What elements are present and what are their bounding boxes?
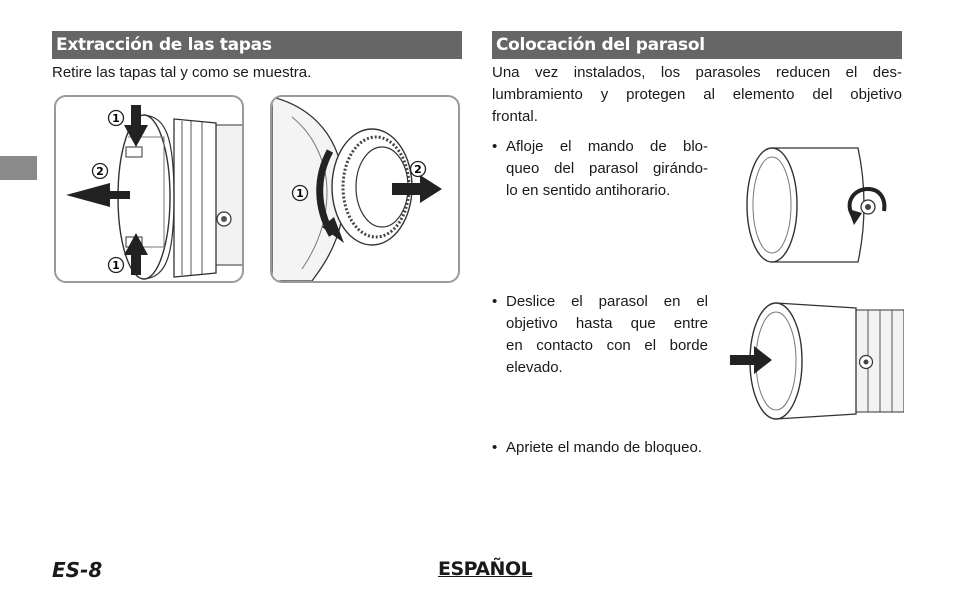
bullet-symbol: • xyxy=(492,439,498,456)
step-marker-2: 2 xyxy=(96,165,104,178)
bullet1-line-3: lo en sentido antihorario. xyxy=(506,182,671,199)
hood-intro-line-2: lumbramiento y protegen al elemento del objetivo xyxy=(492,86,902,103)
front-cap-removal-drawing xyxy=(56,97,242,281)
hood-intro-line-3: frontal. xyxy=(492,108,538,125)
section-heading-hood-attachment: Colocación del parasol xyxy=(492,31,902,59)
bullet-symbol: • xyxy=(492,293,498,310)
step-marker-1-bottom: 1 xyxy=(112,259,120,272)
bullet2-line-2: objetivo hasta que entre xyxy=(506,315,708,332)
bullet2-line-4: elevado. xyxy=(506,359,563,376)
step-marker-2: 2 xyxy=(414,163,422,176)
bullet1-line-2: queo del parasol girándo- xyxy=(506,160,708,177)
bullet-symbol: • xyxy=(492,138,498,155)
rear-cap-removal-drawing xyxy=(272,97,458,281)
cap-removal-instruction: Retire las tapas tal y como se muestra. xyxy=(52,64,312,81)
language-label: ESPAÑOL xyxy=(438,558,533,580)
hood-knob-illustration xyxy=(740,145,890,267)
bullet3-text: Apriete el mando de bloqueo. xyxy=(506,439,702,456)
front-cap-removal-illustration xyxy=(54,95,244,283)
chapter-tab xyxy=(0,156,37,180)
bullet2-line-1: Deslice el parasol en el xyxy=(506,293,708,310)
bullet-loosen-knob xyxy=(492,136,710,202)
bullet1-line-1: Afloje el mando de blo- xyxy=(506,138,708,155)
rear-cap-removal-illustration xyxy=(270,95,460,283)
hood-intro-line-1: Una vez instalados, los parasoles reducen el des- xyxy=(492,64,902,81)
bullet-tighten-knob xyxy=(492,437,902,459)
section-heading-cap-removal: Extracción de las tapas xyxy=(52,31,462,59)
step-marker-1-top: 1 xyxy=(112,112,120,125)
step-marker-1: 1 xyxy=(296,187,304,200)
hood-slide-illustration xyxy=(728,300,904,422)
bullet-slide-hood xyxy=(492,291,710,379)
bullet2-line-3: en contacto con el borde xyxy=(506,337,708,354)
page-number: ES-8 xyxy=(52,558,103,582)
